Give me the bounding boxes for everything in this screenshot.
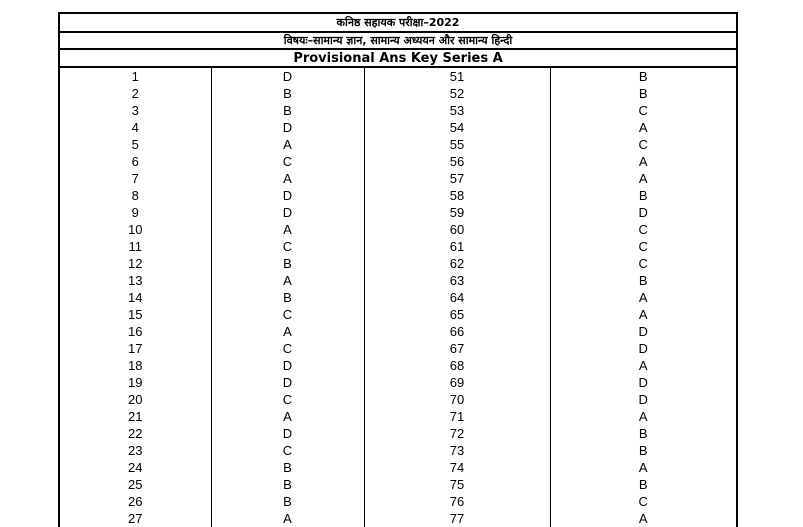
answer-cell: B bbox=[211, 85, 364, 102]
answer-cell: B bbox=[638, 426, 648, 441]
table-row bbox=[60, 272, 736, 289]
answer-cell: C bbox=[638, 222, 648, 237]
question-number-cell: 51 bbox=[364, 68, 550, 85]
answer-cell: C bbox=[211, 306, 364, 323]
table-row bbox=[60, 170, 736, 187]
answer-cell: D bbox=[211, 119, 364, 136]
answer-cell: D bbox=[211, 68, 364, 85]
answer-cell: D bbox=[211, 357, 364, 374]
question-number-cell: 17 bbox=[60, 340, 211, 357]
question-number-cell: 18 bbox=[60, 357, 211, 374]
answer-cell: A bbox=[211, 136, 364, 153]
answer-cell: B bbox=[638, 477, 648, 492]
answer-cell: A bbox=[638, 409, 648, 424]
question-number-cell: 13 bbox=[60, 272, 211, 289]
table-row bbox=[60, 187, 736, 204]
answer-cell: B bbox=[211, 102, 364, 119]
table-row bbox=[60, 136, 736, 153]
question-number-cell: 12 bbox=[60, 255, 211, 272]
answer-key-sheet bbox=[58, 12, 738, 527]
answer-cell: A bbox=[638, 307, 648, 322]
answer-cell: A bbox=[211, 170, 364, 187]
answer-cell: C bbox=[211, 442, 364, 459]
table-row bbox=[60, 374, 736, 391]
question-number-cell: 27 bbox=[60, 510, 211, 527]
answer-table-body bbox=[60, 68, 736, 527]
question-number-cell: 22 bbox=[60, 425, 211, 442]
answer-cell: A bbox=[638, 460, 648, 475]
question-number-cell: 24 bbox=[60, 459, 211, 476]
question-number-cell: 62 bbox=[364, 255, 550, 272]
answer-cell: D bbox=[638, 205, 648, 220]
answer-table bbox=[60, 68, 736, 527]
answer-cell: B bbox=[211, 493, 364, 510]
answer-cell: C bbox=[638, 494, 648, 509]
question-number-cell: 74 bbox=[364, 459, 550, 476]
answer-cell: B bbox=[638, 188, 648, 203]
table-row bbox=[60, 119, 736, 136]
answer-cell: C bbox=[638, 256, 648, 271]
question-number-cell: 19 bbox=[60, 374, 211, 391]
table-row bbox=[60, 289, 736, 306]
question-number-cell: 75 bbox=[364, 476, 550, 493]
answer-cell: D bbox=[211, 374, 364, 391]
answer-cell: B bbox=[211, 289, 364, 306]
table-row bbox=[60, 102, 736, 119]
answer-cell: D bbox=[638, 392, 648, 407]
answer-cell: A bbox=[211, 272, 364, 289]
subject-title: विषयः–सामान्य ज्ञान, सामान्य अध्ययन और सामान्य हिन्दी bbox=[60, 33, 736, 50]
table-row bbox=[60, 408, 736, 425]
table-row bbox=[60, 204, 736, 221]
answer-cell: A bbox=[638, 290, 648, 305]
answer-cell: C bbox=[638, 103, 648, 118]
table-row bbox=[60, 357, 736, 374]
table-row bbox=[60, 255, 736, 272]
table-row bbox=[60, 85, 736, 102]
question-number-cell: 25 bbox=[60, 476, 211, 493]
question-number-cell: 53 bbox=[364, 102, 550, 119]
question-number-cell: 56 bbox=[364, 153, 550, 170]
question-number-cell: 58 bbox=[364, 187, 550, 204]
answer-cell: B bbox=[211, 476, 364, 493]
answer-cell: A bbox=[638, 154, 648, 169]
question-number-cell: 21 bbox=[60, 408, 211, 425]
table-row bbox=[60, 153, 736, 170]
question-number-cell: 16 bbox=[60, 323, 211, 340]
question-number-cell: 68 bbox=[364, 357, 550, 374]
question-number-cell: 6 bbox=[60, 153, 211, 170]
table-row bbox=[60, 340, 736, 357]
question-number-cell: 55 bbox=[364, 136, 550, 153]
answer-cell: A bbox=[638, 511, 648, 526]
answer-cell: D bbox=[211, 187, 364, 204]
table-row bbox=[60, 425, 736, 442]
question-number-cell: 59 bbox=[364, 204, 550, 221]
answer-cell: B bbox=[638, 443, 648, 458]
question-number-cell: 20 bbox=[60, 391, 211, 408]
question-number-cell: 7 bbox=[60, 170, 211, 187]
table-row bbox=[60, 306, 736, 323]
answer-cell: D bbox=[638, 341, 648, 356]
question-number-cell: 23 bbox=[60, 442, 211, 459]
table-row bbox=[60, 238, 736, 255]
question-number-cell: 71 bbox=[364, 408, 550, 425]
answer-cell: B bbox=[211, 459, 364, 476]
answer-cell: A bbox=[211, 323, 364, 340]
answer-cell: C bbox=[211, 340, 364, 357]
answer-cell: D bbox=[638, 324, 648, 339]
answer-cell: A bbox=[211, 510, 364, 527]
question-number-cell: 57 bbox=[364, 170, 550, 187]
answer-cell: C bbox=[211, 391, 364, 408]
table-row bbox=[60, 391, 736, 408]
question-number-cell: 65 bbox=[364, 306, 550, 323]
question-number-cell: 76 bbox=[364, 493, 550, 510]
question-number-cell: 77 bbox=[364, 510, 550, 527]
question-number-cell: 8 bbox=[60, 187, 211, 204]
question-number-cell: 14 bbox=[60, 289, 211, 306]
question-number-cell: 2 bbox=[60, 85, 211, 102]
question-number-cell: 4 bbox=[60, 119, 211, 136]
answer-cell: B bbox=[638, 86, 648, 101]
answer-cell: A bbox=[638, 358, 648, 373]
answer-cell: B bbox=[638, 273, 648, 288]
answer-cell: D bbox=[211, 204, 364, 221]
table-row bbox=[60, 510, 736, 527]
question-number-cell: 26 bbox=[60, 493, 211, 510]
question-number-cell: 66 bbox=[364, 323, 550, 340]
question-number-cell: 60 bbox=[364, 221, 550, 238]
table-row bbox=[60, 221, 736, 238]
table-row bbox=[60, 323, 736, 340]
table-row bbox=[60, 493, 736, 510]
table-row bbox=[60, 476, 736, 493]
question-number-cell: 70 bbox=[364, 391, 550, 408]
question-number-cell: 10 bbox=[60, 221, 211, 238]
answer-cell: D bbox=[638, 375, 648, 390]
question-number-cell: 15 bbox=[60, 306, 211, 323]
question-number-cell: 64 bbox=[364, 289, 550, 306]
answer-cell: C bbox=[638, 137, 648, 152]
question-number-cell: 73 bbox=[364, 442, 550, 459]
answer-cell: B bbox=[211, 255, 364, 272]
answer-cell: C bbox=[211, 153, 364, 170]
question-number-cell: 52 bbox=[364, 85, 550, 102]
exam-title: कनिष्ठ सहायक परीक्षा–2022 bbox=[60, 14, 736, 33]
question-number-cell: 3 bbox=[60, 102, 211, 119]
answer-cell: A bbox=[638, 171, 648, 186]
table-row bbox=[60, 68, 736, 85]
question-number-cell: 63 bbox=[364, 272, 550, 289]
answer-cell: D bbox=[211, 425, 364, 442]
question-number-cell: 54 bbox=[364, 119, 550, 136]
question-number-cell: 72 bbox=[364, 425, 550, 442]
question-number-cell: 11 bbox=[60, 238, 211, 255]
question-number-cell: 9 bbox=[60, 204, 211, 221]
question-number-cell: 5 bbox=[60, 136, 211, 153]
series-title: Provisional Ans Key Series A bbox=[60, 50, 736, 68]
answer-cell: A bbox=[211, 408, 364, 425]
answer-cell: C bbox=[211, 238, 364, 255]
table-row bbox=[60, 442, 736, 459]
answer-cell: B bbox=[638, 69, 648, 84]
question-number-cell: 1 bbox=[60, 68, 211, 85]
answer-cell: C bbox=[638, 239, 648, 254]
question-number-cell: 67 bbox=[364, 340, 550, 357]
answer-cell: A bbox=[211, 221, 364, 238]
question-number-cell: 61 bbox=[364, 238, 550, 255]
answer-cell: A bbox=[638, 120, 648, 135]
question-number-cell: 69 bbox=[364, 374, 550, 391]
table-row bbox=[60, 459, 736, 476]
